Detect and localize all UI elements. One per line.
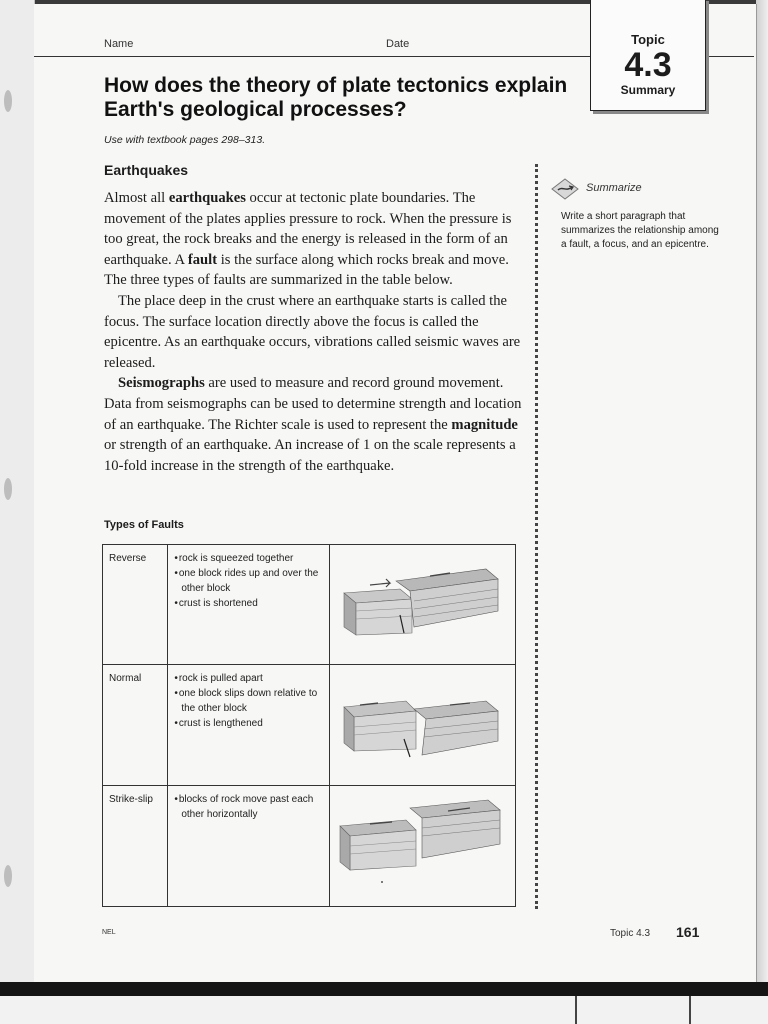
binder-hole: [4, 865, 12, 887]
fault-block-illustration: [330, 545, 514, 661]
list-item: • one block rides up and over the other block: [174, 566, 323, 596]
term-fault: fault: [187, 251, 218, 268]
binder-hole: [4, 90, 12, 112]
paragraph-faults: Almost all earthquakes occur at tectonic plate boundaries. The movement of the plates applies pressure to rock. When the pressure is too great, the rock breaks and the energy is released in the form of an earthquake. A fault is the surface along which rocks break and move. The three types of faults are summarized in the table below.: [104, 190, 512, 289]
date-label: Date: [386, 38, 410, 50]
fault-description: [168, 786, 330, 907]
list-item: • blocks of rock move past each other horizontally: [174, 792, 323, 822]
next-page-edge: [0, 996, 768, 1024]
page-number: 161: [676, 924, 700, 940]
list-item: • crust is lengthened: [174, 716, 323, 731]
name-label: Name: [104, 38, 134, 50]
paragraph-seismographs: Seismographs are used to measure and record ground movement. Data from seismographs can be used to determine strength and location of an earthquake. The Richter scale is used to represent the magnitude or strength of an earthquake. An increase of 1 on the scale represents a 10-fold increase in the strength of the earthquake.: [104, 375, 522, 474]
binding-strip: [0, 0, 35, 985]
dotted-divider: [535, 164, 538, 909]
summarize-label: Summarize: [586, 182, 642, 194]
list-item: • rock is pulled apart: [174, 671, 323, 686]
binder-hole: [4, 478, 12, 500]
table-row: [103, 665, 516, 786]
reverse-fault-diagram: [330, 545, 516, 665]
topic-caption: Summary: [620, 83, 676, 97]
body-text: [104, 188, 524, 476]
topic-label: Topic: [631, 32, 665, 47]
topic-box: [590, 0, 706, 111]
scan-shadow: [0, 982, 768, 996]
faults-table-heading: Types of Faults: [104, 519, 184, 531]
faults-table: [102, 544, 516, 907]
normal-fault-diagram: [330, 665, 516, 786]
footer-topic: Topic 4.3: [610, 928, 651, 939]
fault-name: Normal: [103, 665, 168, 786]
list-item: • crust is shortened: [174, 596, 323, 611]
fault-description: [168, 665, 330, 786]
term-magnitude: magnitude: [451, 416, 518, 433]
fault-block-illustration: [330, 786, 514, 903]
fault-block-illustration: [330, 665, 514, 782]
term-earthquakes: earthquakes: [168, 190, 246, 206]
summarize-instruction: Write a short paragraph that summarizes the relationship among a fault, a focus, and an epicentre.: [561, 211, 719, 250]
term-seismographs: Seismographs: [118, 375, 205, 392]
section-heading: Earthquakes: [104, 162, 189, 178]
worksheet-page: [34, 4, 756, 984]
paragraph-focus: The place deep in the crust where an earthquake starts is called the focus. The surface location directly above the focus is called the epicentre. As an earthquake occurs, vibrations called seismic waves are released.: [104, 292, 521, 371]
topic-number: 4.3: [624, 46, 672, 84]
table-row: [103, 786, 516, 907]
page-title: How does the theory of plate tectonics explain Earth's geological processes?: [104, 74, 568, 121]
next-page-tab: [575, 996, 691, 1024]
list-item: • rock is squeezed together: [174, 551, 323, 566]
fault-name: Reverse: [103, 545, 168, 665]
summarize-icon: [551, 178, 579, 200]
list-item: • one block slips down relative to the other block: [174, 686, 323, 716]
publisher-mark: NEL: [102, 929, 116, 936]
strike-slip-fault-diagram: [330, 786, 516, 907]
fault-description: [168, 545, 330, 665]
textbook-reference: Use with textbook pages 298–313.: [104, 134, 266, 146]
table-row: [103, 545, 516, 665]
page-edge-shadow: [756, 0, 768, 985]
fault-name: Strike-slip: [103, 786, 168, 907]
